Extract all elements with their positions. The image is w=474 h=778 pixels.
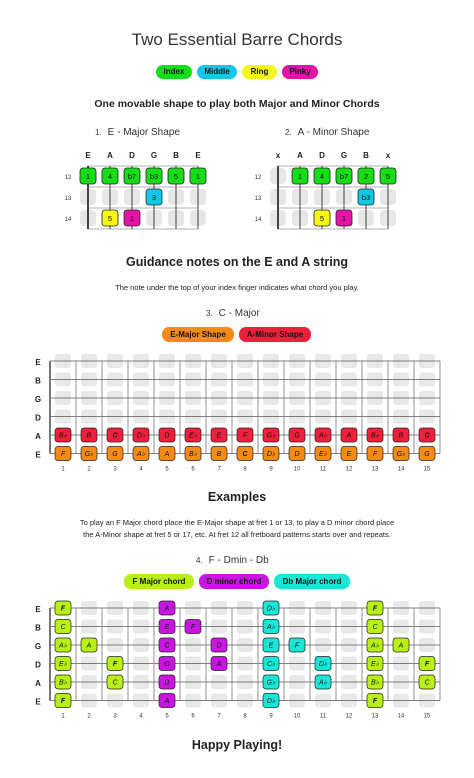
string-label: G — [34, 395, 42, 404]
fret-number: 7 — [217, 466, 221, 473]
fret-number: 12 — [345, 466, 353, 473]
note-label: B♭ — [59, 679, 67, 687]
finger-label: 1 — [341, 214, 347, 223]
note-label: F — [424, 661, 430, 668]
tag-label: D minor chord — [206, 577, 262, 586]
fret-number: 3 — [113, 713, 117, 720]
note-label: G♭ — [84, 451, 94, 458]
fret-number: 10 — [293, 466, 301, 473]
string-label: G — [34, 642, 42, 651]
string-label: E — [85, 151, 91, 160]
note-label: F — [60, 698, 66, 705]
shape2-diagram — [250, 146, 410, 234]
note-label: G — [112, 451, 118, 458]
legend-label: Index — [163, 67, 185, 76]
note-label: A♭ — [319, 679, 327, 687]
note-label: D♭ — [136, 432, 146, 440]
note-label: E♭ — [319, 451, 327, 458]
string-label: x — [275, 151, 281, 160]
note-label: F — [60, 605, 66, 613]
note-label: C♭ — [266, 661, 276, 668]
note-label: B♭ — [371, 679, 379, 687]
c-major-label: C - Major — [218, 308, 260, 319]
fret-number: 6 — [191, 713, 195, 720]
finger-label: 1 — [85, 172, 91, 181]
note-label: F — [372, 605, 378, 613]
note-label: D — [216, 642, 222, 650]
note-label: A — [164, 698, 170, 705]
fret-number: 8 — [243, 466, 247, 473]
subtitle: One movable shape to play both Major and Minor Chords — [94, 98, 380, 110]
note-label: D♭ — [266, 605, 276, 613]
fret-number: 11 — [319, 466, 327, 473]
legend-middle — [197, 65, 237, 79]
guidance-heading: Guidance notes on the E and A string — [125, 255, 348, 269]
string-label: A — [297, 151, 303, 160]
string-label: B — [35, 623, 41, 633]
string-label: E — [35, 450, 41, 460]
tag-label: E-Major Shape — [170, 330, 226, 339]
note-label: G♭ — [396, 451, 406, 458]
string-label: E — [35, 605, 41, 614]
note-label: C — [242, 451, 248, 458]
string-label: A — [35, 679, 41, 688]
finger-label: 5 — [385, 172, 391, 181]
shape2-number: 2. — [285, 128, 292, 137]
fret-number: 13 — [64, 196, 72, 202]
note-label: G — [294, 432, 300, 440]
note-label: B — [86, 432, 92, 440]
finger-label: 1 — [195, 172, 201, 181]
note-label: G♭ — [266, 432, 276, 440]
fret-number: 15 — [423, 713, 431, 720]
fret-number: 10 — [293, 713, 301, 720]
string-label: A — [107, 151, 113, 160]
note-label: F — [372, 451, 378, 458]
shape2-svg — [250, 146, 410, 234]
page-title: Two Essential Barre Chords — [131, 30, 343, 49]
examples-heading: Examples — [207, 490, 267, 504]
fret-number: 6 — [191, 466, 195, 473]
note-label: A♭ — [59, 642, 67, 650]
fret-number: 3 — [113, 466, 117, 473]
note-label: E — [164, 624, 170, 631]
fret-number: 14 — [254, 217, 262, 223]
shape2-title — [285, 127, 369, 138]
finger-label: 5 — [173, 172, 179, 181]
c-major-title — [206, 308, 260, 319]
finger-label: b7 — [339, 172, 349, 181]
note-label: F — [60, 451, 66, 458]
string-label: A — [35, 432, 41, 441]
tag-d-minor-chord — [199, 574, 269, 589]
fret-number: 14 — [397, 466, 405, 473]
note-label: A — [216, 661, 222, 668]
string-label: D — [319, 151, 325, 160]
note-label: F — [190, 624, 196, 631]
c-major-fretboard-svg — [28, 353, 448, 475]
note-label: A♭ — [371, 642, 379, 650]
fret-number: 2 — [87, 466, 91, 473]
note-label: A — [86, 642, 92, 650]
note-label: E♭ — [371, 661, 379, 668]
f-dmin-db-fretboard — [28, 600, 448, 727]
finger-label: 3 — [151, 193, 157, 202]
note-label: B♭ — [189, 451, 197, 458]
note-label: F — [294, 642, 300, 650]
fret-number: 9 — [269, 466, 273, 473]
fret-number: 14 — [397, 713, 405, 720]
note-label: G — [424, 451, 430, 458]
string-label: D — [35, 413, 41, 423]
note-label: A — [398, 642, 404, 650]
note-label: B♭ — [371, 432, 379, 440]
fret-number: 1 — [61, 713, 65, 720]
f-dmin-db-fretboard-svg — [28, 600, 448, 722]
note-label: B — [398, 432, 404, 440]
note-label: A♭ — [267, 624, 275, 631]
tag-label: A-Minor Shape — [246, 330, 304, 339]
string-label: x — [385, 151, 391, 160]
note-label: C — [164, 642, 170, 650]
fret-number: 1 — [61, 466, 65, 473]
f-dmin-db-title — [196, 555, 269, 566]
note-label: A — [164, 451, 170, 458]
tag-a-minor-shape — [239, 327, 311, 342]
fret-number: 9 — [269, 713, 273, 720]
note-label: F — [372, 698, 378, 705]
finger-label: 2 — [363, 172, 369, 181]
note-label: B — [216, 451, 222, 458]
string-label: G — [340, 151, 348, 160]
examples-note-line1: To play an F Major chord place the E-Major shape at fret 1 or 13, to play a D minor chord place — [79, 518, 395, 527]
fret-number: 13 — [254, 196, 262, 202]
string-label: E — [35, 358, 41, 367]
note-label: D♭ — [318, 661, 328, 668]
string-label: E — [35, 697, 41, 707]
note-label: E♭ — [189, 432, 197, 440]
examples-note-line2: the A-Minor shape at fret 5 or 17, etc. At fret 12 all fretboard patterns starts over and repeats. — [83, 530, 391, 539]
note-label: C — [424, 432, 430, 440]
note-label: B♭ — [59, 432, 67, 440]
fret-number: 13 — [371, 713, 379, 720]
fret-number: 14 — [64, 217, 72, 223]
footer-text: Happy Playing! — [191, 738, 283, 752]
finger-label: 4 — [319, 172, 325, 181]
finger-label: b3 — [361, 193, 371, 202]
note-label: E — [346, 451, 352, 458]
fret-number: 2 — [87, 713, 91, 720]
note-label: D♭ — [266, 451, 276, 458]
c-major-fretboard — [28, 353, 448, 480]
finger-label: 4 — [107, 172, 113, 181]
note-label: C — [424, 679, 430, 687]
legend-pinky — [282, 65, 318, 79]
tag-label: Db Major chord — [282, 577, 342, 586]
fret-number: 5 — [165, 713, 169, 720]
fret-number: 13 — [371, 466, 379, 473]
note-label: A — [346, 432, 352, 440]
fret-number: 4 — [139, 466, 143, 473]
finger-label: 1 — [297, 172, 303, 181]
tag-e-major-shape — [162, 327, 234, 342]
finger-label: b7 — [127, 172, 137, 181]
legend-label: Middle — [204, 67, 230, 76]
note-label: A♭ — [137, 451, 145, 458]
fret-number: 8 — [243, 713, 247, 720]
tag-label: F Major chord — [132, 577, 186, 586]
f-dmin-db-number: 4. — [196, 556, 203, 565]
note-label: D — [164, 679, 170, 687]
shape1-label: E - Major Shape — [107, 127, 180, 138]
note-label: C — [372, 624, 378, 631]
note-label: C — [112, 432, 118, 440]
string-label: E — [195, 151, 201, 160]
fret-number: 12 — [64, 175, 72, 181]
note-label: A♭ — [319, 432, 327, 440]
note-label: E — [268, 642, 274, 650]
note-label: D — [294, 451, 300, 458]
finger-label: b3 — [149, 172, 159, 181]
shape1-title — [95, 127, 180, 138]
fret-number: 11 — [319, 713, 327, 720]
fret-number: 12 — [345, 713, 353, 720]
note-label: C — [60, 624, 66, 631]
legend-label: Ring — [250, 67, 269, 76]
string-label: D — [35, 660, 41, 670]
shape2-label: A - Minor Shape — [297, 127, 370, 138]
note-label: C — [112, 679, 118, 687]
legend-ring — [242, 65, 277, 79]
f-dmin-db-label: F - Dmin - Db — [208, 555, 269, 566]
string-label: G — [150, 151, 158, 160]
string-label: B — [363, 151, 369, 160]
guidance-note: The note under the top of your index finger indicates what chord you play. — [115, 283, 359, 292]
note-label: D♭ — [266, 698, 276, 705]
finger-label: 5 — [107, 214, 113, 223]
legend-label: Pinky — [289, 67, 311, 76]
finger-label: 1 — [129, 214, 135, 223]
note-label: G — [164, 661, 170, 668]
shape1-number: 1. — [95, 128, 102, 137]
finger-label: 5 — [319, 214, 325, 223]
note-label: G♭ — [266, 679, 276, 687]
string-label: B — [173, 151, 179, 160]
fret-number: 5 — [165, 466, 169, 473]
tag-f-major-chord — [124, 574, 194, 589]
string-label: B — [35, 376, 41, 386]
tag-db-major-chord — [274, 574, 350, 589]
note-label: E — [216, 432, 222, 440]
shape1-svg — [60, 146, 220, 234]
note-label: A — [164, 605, 170, 613]
note-label: F — [112, 661, 118, 668]
fret-number: 12 — [254, 175, 262, 181]
note-label: E♭ — [59, 661, 67, 668]
fret-number: 7 — [217, 713, 221, 720]
fret-number: 4 — [139, 713, 143, 720]
note-label: F — [242, 432, 248, 440]
shape1-diagram — [60, 146, 220, 234]
legend-index — [156, 65, 192, 79]
note-label: D — [164, 432, 170, 440]
string-label: D — [129, 151, 135, 160]
c-major-number: 3. — [206, 309, 213, 318]
fret-number: 15 — [423, 466, 431, 473]
